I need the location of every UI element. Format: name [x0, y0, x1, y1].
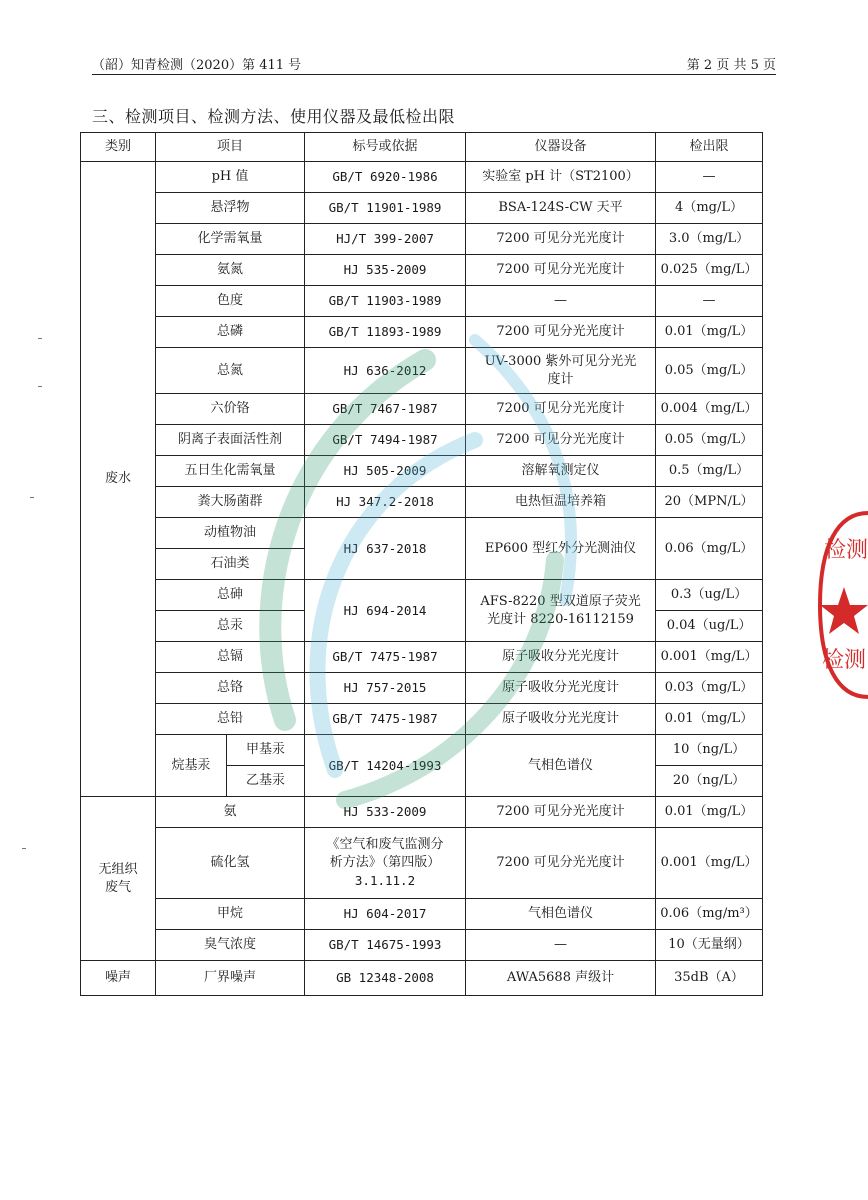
standard-cell: GB/T 14675-1993 [305, 930, 466, 961]
category-line: 废气 [104, 879, 131, 895]
table-row [81, 797, 763, 828]
stamp-text-bottom: 检测 [822, 648, 867, 673]
item-cell: 总铬 [156, 673, 305, 704]
standard-cell: GB/T 14204-1993 [305, 735, 466, 797]
standard-cell: HJ 694-2014 [305, 580, 466, 642]
item-cell: 六价铬 [156, 394, 305, 425]
table-row [81, 580, 763, 611]
table-row [81, 899, 763, 930]
table-row [81, 317, 763, 348]
standard-cell: HJ 637-2018 [305, 518, 466, 580]
limit-cell: 0.001（mg/L） [656, 642, 763, 673]
item-cell: 石油类 [156, 549, 305, 580]
table-row [81, 828, 763, 899]
category-wastewater: 废水 [81, 162, 156, 797]
standard-cell: GB/T 7494-1987 [305, 425, 466, 456]
table-row [81, 255, 763, 286]
limit-cell: 20（ng/L） [656, 766, 763, 797]
standard-cell: GB/T 11903-1989 [305, 286, 466, 317]
table-row [81, 193, 763, 224]
standard-line: 析方法》（第四版） [329, 855, 441, 870]
header-divider [92, 74, 776, 75]
item-cell: 总汞 [156, 611, 305, 642]
scan-speck [22, 848, 26, 849]
standard-cell: HJ 535-2009 [305, 255, 466, 286]
item-cell: 粪大肠菌群 [156, 487, 305, 518]
instrument-line: AFS-8220 型双道原子荧光 [480, 593, 641, 609]
standard-line: 3.1.11.2 [354, 873, 416, 888]
instrument-cell: 7200 可见分光光度计 [466, 394, 656, 425]
table-row [81, 518, 763, 549]
table-row [81, 673, 763, 704]
standard-cell: HJ 347.2-2018 [305, 487, 466, 518]
item-cell: 总磷 [156, 317, 305, 348]
item-cell: 氨氮 [156, 255, 305, 286]
item-group-alkyl-mercury: 烷基汞 [156, 735, 227, 797]
stamp-border [820, 513, 868, 697]
column-header-item: 项目 [156, 133, 305, 162]
instrument-cell: 7200 可见分光光度计 [466, 828, 656, 899]
table-row [81, 162, 763, 193]
item-cell: 总镉 [156, 642, 305, 673]
instrument-cell: 电热恒温培养箱 [466, 487, 656, 518]
instrument-cell: 气相色谱仪 [466, 899, 656, 930]
standard-cell [305, 828, 466, 899]
standard-line: 《空气和废气监测分 [326, 837, 444, 852]
table-header-row [81, 133, 763, 162]
standard-cell: HJ 533-2009 [305, 797, 466, 828]
limit-cell: 0.01（mg/L） [656, 704, 763, 735]
limit-cell: 0.004（mg/L） [656, 394, 763, 425]
instrument-cell: — [466, 930, 656, 961]
scan-speck [30, 497, 34, 498]
column-header-instrument: 仪器设备 [466, 133, 656, 162]
limit-cell: 10（无量纲） [656, 930, 763, 961]
limit-cell: 0.05（mg/L） [656, 425, 763, 456]
item-cell: 总铅 [156, 704, 305, 735]
detection-methods-table [80, 132, 763, 996]
instrument-line: UV-3000 紫外可见分光光 [484, 353, 637, 369]
instrument-cell: 7200 可见分光光度计 [466, 224, 656, 255]
item-cell: 总氮 [156, 348, 305, 394]
table-row [81, 394, 763, 425]
instrument-cell: 实验室 pH 计（ST2100） [466, 162, 656, 193]
limit-cell: 10（ng/L） [656, 735, 763, 766]
instrument-cell: 7200 可见分光光度计 [466, 255, 656, 286]
table-row [81, 735, 763, 766]
instrument-cell: EP600 型红外分光测油仪 [466, 518, 656, 580]
standard-cell: GB/T 11901-1989 [305, 193, 466, 224]
item-cell: 臭气浓度 [156, 930, 305, 961]
category-line: 无组织 [98, 861, 138, 877]
instrument-cell: 原子吸收分光光度计 [466, 704, 656, 735]
limit-cell: 0.3（ug/L） [656, 580, 763, 611]
instrument-cell: 原子吸收分光光度计 [466, 642, 656, 673]
column-header-detection-limit: 检出限 [656, 133, 763, 162]
standard-cell: HJ 505-2009 [305, 456, 466, 487]
instrument-cell: 原子吸收分光光度计 [466, 673, 656, 704]
instrument-cell: 溶解氧测定仪 [466, 456, 656, 487]
item-cell: 五日生化需氧量 [156, 456, 305, 487]
seal-stamp [808, 505, 868, 705]
limit-cell: — [656, 162, 763, 193]
table-row [81, 487, 763, 518]
item-cell: 阴离子表面活性剂 [156, 425, 305, 456]
limit-cell: 0.01（mg/L） [656, 797, 763, 828]
standard-cell: GB/T 11893-1989 [305, 317, 466, 348]
instrument-cell: 7200 可见分光光度计 [466, 797, 656, 828]
item-cell: 甲基汞 [227, 735, 305, 766]
limit-cell: 4（mg/L） [656, 193, 763, 224]
item-cell: 色度 [156, 286, 305, 317]
standard-cell: GB/T 7475-1987 [305, 704, 466, 735]
instrument-cell: BSA-124S-CW 天平 [466, 193, 656, 224]
instrument-line: 光度计 8220-16112159 [487, 611, 634, 627]
limit-cell: 35dB（A） [656, 961, 763, 996]
document-number: （韶）知青检测（2020）第 411 号 [92, 58, 302, 73]
instrument-line: 度计 [547, 371, 574, 387]
scan-speck [38, 386, 42, 387]
instrument-cell: — [466, 286, 656, 317]
item-cell: 化学需氧量 [156, 224, 305, 255]
item-cell: 总砷 [156, 580, 305, 611]
table-row [81, 224, 763, 255]
table-row [81, 704, 763, 735]
page-header [92, 52, 776, 74]
item-cell: 动植物油 [156, 518, 305, 549]
column-header-category: 类别 [81, 133, 156, 162]
limit-cell: 0.05（mg/L） [656, 348, 763, 394]
stamp-star-icon [820, 587, 868, 634]
standard-cell: HJ 604-2017 [305, 899, 466, 930]
limit-cell: 0.04（ug/L） [656, 611, 763, 642]
limit-cell: 0.06（mg/m³） [656, 899, 763, 930]
category-noise: 噪声 [81, 961, 156, 996]
item-cell: 悬浮物 [156, 193, 305, 224]
standard-cell: GB/T 7475-1987 [305, 642, 466, 673]
limit-cell: 0.06（mg/L） [656, 518, 763, 580]
instrument-cell: 7200 可见分光光度计 [466, 317, 656, 348]
limit-cell: 0.001（mg/L） [656, 828, 763, 899]
limit-cell: 3.0（mg/L） [656, 224, 763, 255]
standard-cell: GB 12348-2008 [305, 961, 466, 996]
limit-cell: 0.03（mg/L） [656, 673, 763, 704]
limit-cell: 0.5（mg/L） [656, 456, 763, 487]
item-cell: 甲烷 [156, 899, 305, 930]
table-row [81, 286, 763, 317]
limit-cell: 20（MPN/L） [656, 487, 763, 518]
category-fugitive-gas [81, 797, 156, 961]
item-cell: 硫化氢 [156, 828, 305, 899]
standard-cell: HJ/T 399-2007 [305, 224, 466, 255]
limit-cell: 0.01（mg/L） [656, 317, 763, 348]
table-row [81, 425, 763, 456]
item-cell: 氨 [156, 797, 305, 828]
page-indicator: 第 2 页 共 5 页 [686, 58, 776, 73]
table-row [81, 348, 763, 394]
instrument-cell [466, 580, 656, 642]
item-cell: pH 值 [156, 162, 305, 193]
standard-cell: GB/T 6920-1986 [305, 162, 466, 193]
scan-speck [38, 338, 42, 339]
item-cell: 厂界噪声 [156, 961, 305, 996]
limit-cell: — [656, 286, 763, 317]
table-row [81, 456, 763, 487]
table-row [81, 961, 763, 996]
table-row [81, 930, 763, 961]
instrument-cell [466, 348, 656, 394]
standard-cell: GB/T 7467-1987 [305, 394, 466, 425]
standard-cell: HJ 636-2012 [305, 348, 466, 394]
table-row [81, 642, 763, 673]
standard-cell: HJ 757-2015 [305, 673, 466, 704]
stamp-text-top: 检测 [824, 538, 868, 563]
instrument-cell: AWA5688 声级计 [466, 961, 656, 996]
section-title: 三、检测项目、检测方法、使用仪器及最低检出限 [92, 107, 456, 126]
column-header-standard: 标号或依据 [305, 133, 466, 162]
limit-cell: 0.025（mg/L） [656, 255, 763, 286]
instrument-cell: 气相色谱仪 [466, 735, 656, 797]
instrument-cell: 7200 可见分光光度计 [466, 425, 656, 456]
item-cell: 乙基汞 [227, 766, 305, 797]
